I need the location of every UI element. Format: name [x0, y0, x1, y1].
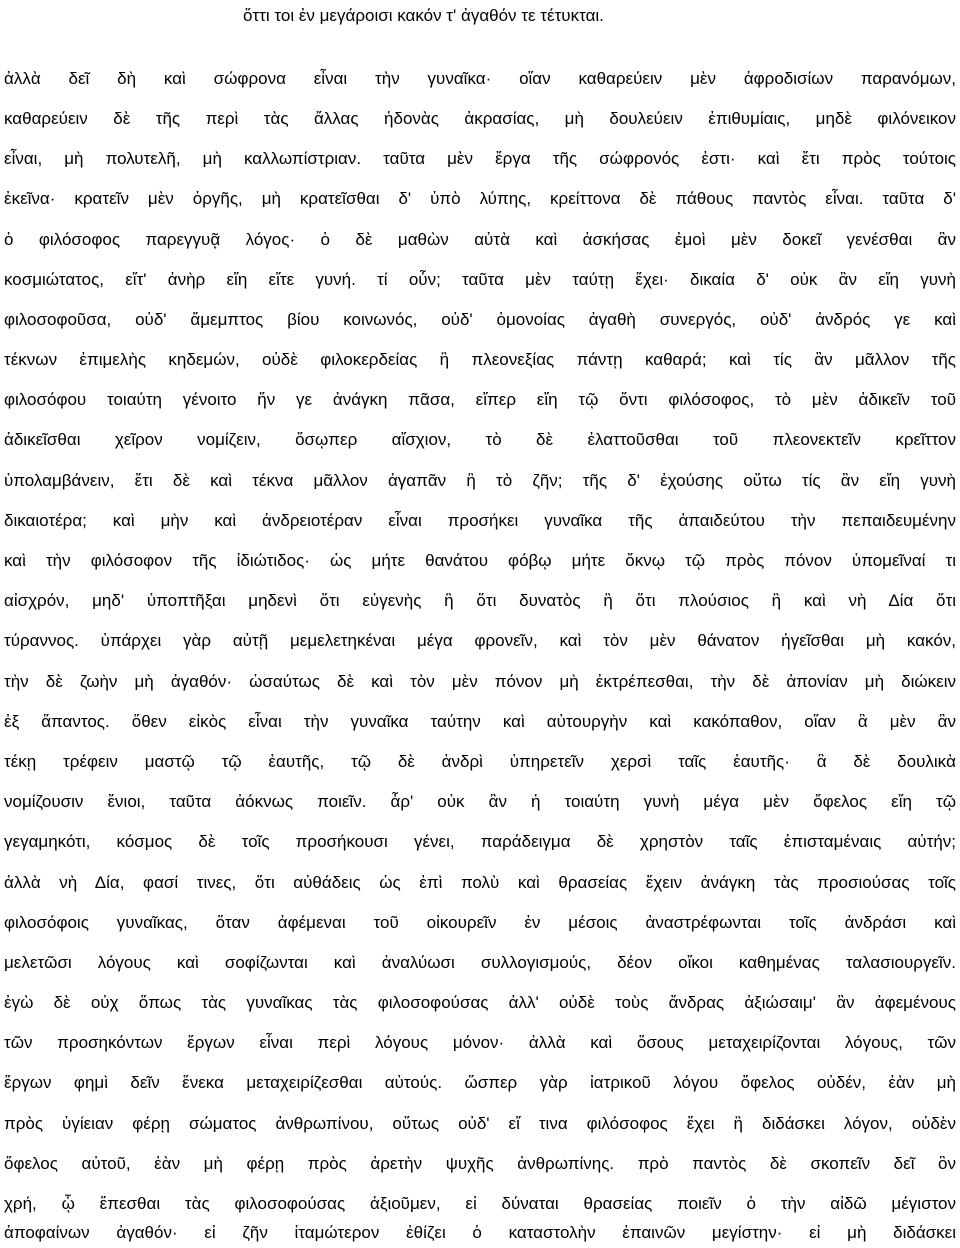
text-line: χρή, ᾧ ἔπεσθαι τὰς φιλοσοφούσας ἀξιοῦμεν, εἰ δύναται θρασείας ποιεῖν ὁ τὴν αἰδῶ μέγιστον — [4, 1194, 956, 1213]
text-line: μελετῶσι λόγους καὶ σοφίζωνται καὶ ἀναλύωσι συλλογισμούς, δέον οἴκοι καθημένας ταλασιουργεῖν. — [4, 953, 956, 972]
text-line: ὑπολαμβάνειν, ἔτι δὲ καὶ τέκνα μᾶλλον ἀγαπᾶν ἢ τὸ ζῆν; τῆς δ' ἐχούσης οὕτω τίς ἂν εἴη γυνὴ — [4, 471, 956, 490]
text-line: ἀλλὰ νὴ Δία, φασί τινες, ὅτι αὐθάδεις ὡς ἐπὶ πολὺ καὶ θρασείας ἔχειν ἀνάγκη τὰς προσιούσας τοῖς — [4, 873, 956, 892]
text-line: ἀποφαίνων ἀγαθόν· εἰ ζῆν ἰταμώτερον ἐθίζει ὁ καταστολὴν ἐπαινῶν μεγίστην· εἰ μὴ διδάσκει — [4, 1223, 956, 1242]
text-line: καθαρεύειν δὲ τῆς περὶ τὰς ἄλλας ἡδονὰς ἀκρασίας, μὴ δουλεύειν ἐπιθυμίαις, μηδὲ φιλόνεικον — [4, 109, 956, 128]
text-line: δικαιοτέρα; καὶ μὴν καὶ ἀνδρειοτέραν εἶναι προσήκει γυναῖκα τῆς ἀπαιδεύτου τὴν πεπαιδευμένην — [4, 511, 956, 530]
text-line: νομίζουσιν ἔνιοι, ταῦτα ἀόκνως ποιεῖν. ἆρ' οὐκ ἂν ἡ τοιαύτη γυνὴ μέγα μὲν ὄφελος εἴη τῷ — [4, 792, 956, 811]
text-line: τέκῃ τρέφειν μαστῷ τῷ ἑαυτῆς, τῷ δὲ ἀνδρὶ ὑπηρετεῖν χερσὶ ταῖς ἑαυτῆς· ἃ δὲ δουλικὰ — [4, 752, 956, 771]
text-line: ἐγὼ δὲ οὐχ ὅπως τὰς γυναῖκας τὰς φιλοσοφούσας ἀλλ' οὐδὲ τοὺς ἄνδρας ἀξιώσαιμ' ἂν ἀφεμένους — [4, 993, 956, 1012]
text-line: πρὸς ὑγίειαν φέρῃ σώματος ἀνθρωπίνου, οὕτως οὐδ' εἴ τινα φιλόσοφος ἔχει ἢ διδάσκει λόγον, οὐδὲν — [4, 1114, 956, 1133]
text-line: ἐξ ἅπαντος. ὅθεν εἰκὸς εἶναι τὴν γυναῖκα ταύτην καὶ αὐτουργὴν καὶ κακόπαθον, οἵαν ἃ μὲν ἂν — [4, 712, 956, 731]
text-line: φιλοσοφοῦσα, οὐδ' ἄμεμπτος βίου κοινωνός, οὐδ' ὁμονοίας ἀγαθὴ συνεργός, οὐδ' ἀνδρός γε καὶ — [4, 310, 956, 329]
text-line: ἔργων φημὶ δεῖν ἕνεκα μεταχειρίζεσθαι αὐτούς. ὥσπερ γὰρ ἰατρικοῦ λόγου ὄφελος οὐδέν, ἐὰν μὴ — [4, 1073, 956, 1092]
text-line: τύραννος. ὑπάρχει γὰρ αὐτῇ μεμελετηκέναι μέγα φρονεῖν, καὶ τὸν μὲν θάνατον ἡγεῖσθαι μὴ κακόν, — [4, 631, 956, 650]
text-line: εἶναι, μὴ πολυτελῆ, μὴ καλλωπίστριαν. ταῦτα μὲν ἔργα τῆς σώφρονός ἐστι· καὶ ἔτι πρὸς τούτοις — [4, 149, 956, 168]
text-line: καὶ τὴν φιλόσοφον τῆς ἰδιώτιδος· ὡς μήτε θανάτου φόβῳ μήτε ὄκνῳ τῷ πρὸς πόνον ὑπομεῖναί τι — [4, 551, 956, 570]
verse-line: ὅττι τοι ἐν μεγάροισι κακόν τ' ἀγαθόν τε τέτυκται. — [243, 6, 604, 25]
text-line: ἐκεῖνα· κρατεῖν μὲν ὀργῆς, μὴ κρατεῖσθαι δ' ὑπὸ λύπης, κρείττονα δὲ πάθους παντὸς εἶναι. ταῦτα δ' — [4, 189, 956, 208]
text-line: ὁ φιλόσοφος παρεγγυᾷ λόγος· ὁ δὲ μαθὼν αὐτὰ καὶ ἀσκήσας ἐμοὶ μὲν δοκεῖ γενέσθαι ἂν — [4, 230, 956, 249]
text-line: γεγαμηκότι, κόσμος δὲ τοῖς προσήκουσι γένει, παράδειγμα δὲ χρηστὸν ταῖς ἐπισταμέναις αὐτήν; — [4, 832, 956, 851]
text-line: κοσμιώτατος, εἴτ' ἀνὴρ εἴη εἴτε γυνή. τί οὖν; ταῦτα μὲν ταύτῃ ἔχει· δικαία δ' οὐκ ἂν εἴη γυνὴ — [4, 270, 956, 289]
text-line: ἀλλὰ δεῖ δὴ καὶ σώφρονα εἶναι τὴν γυναῖκα· οἵαν καθαρεύειν μὲν ἀφροδισίων παρανόμων, — [4, 69, 956, 88]
text-line: ἀδικεῖσθαι χεῖρον νομίζειν, ὅσῳπερ αἴσχιον, τὸ δὲ ἐλαττοῦσθαι τοῦ πλεονεκτεῖν κρεῖττον — [4, 430, 956, 449]
text-line: τῶν προσηκόντων ἔργων εἶναι περὶ λόγους μόνον· ἀλλὰ καὶ ὅσους μεταχειρίζονται λόγους, τῶν — [4, 1033, 956, 1052]
text-line: τέκνων ἐπιμελὴς κηδεμών, οὐδὲ φιλοκερδείας ἢ πλεονεξίας πάντῃ καθαρά; καὶ τίς ἂν μᾶλλον τῆς — [4, 350, 956, 369]
text-line: ὄφελος αὐτοῦ, ἐὰν μὴ φέρῃ πρὸς ἀρετὴν ψυχῆς ἀνθρωπίνης. πρὸ παντὸς δὲ σκοπεῖν δεῖ ὃν — [4, 1154, 956, 1173]
text-line: αἰσχρόν, μηδ' ὑποπτῆξαι μηδενὶ ὅτι εὐγενὴς ἢ ὅτι δυνατὸς ἢ ὅτι πλούσιος ἢ καὶ νὴ Δία ὅτι — [4, 591, 956, 610]
text-line: τὴν δὲ ζωὴν μὴ ἀγαθόν· ὡσαύτως δὲ καὶ τὸν μὲν πόνον μὴ ἐκτρέπεσθαι, τὴν δὲ ἀπονίαν μὴ διώκειν — [4, 672, 956, 691]
text-line: φιλοσόφου τοιαύτη γένοιτο ἥν γε ἀνάγκη πᾶσα, εἴπερ εἴη τῷ ὄντι φιλόσοφος, τὸ μὲν ἀδικεῖν τοῦ — [4, 390, 956, 409]
text-line: φιλοσόφοις γυναῖκας, ὅταν ἀφέμεναι τοῦ οἰκουρεῖν ἐν μέσοις ἀναστρέφωνται τοῖς ἀνδράσι καὶ — [4, 913, 956, 932]
